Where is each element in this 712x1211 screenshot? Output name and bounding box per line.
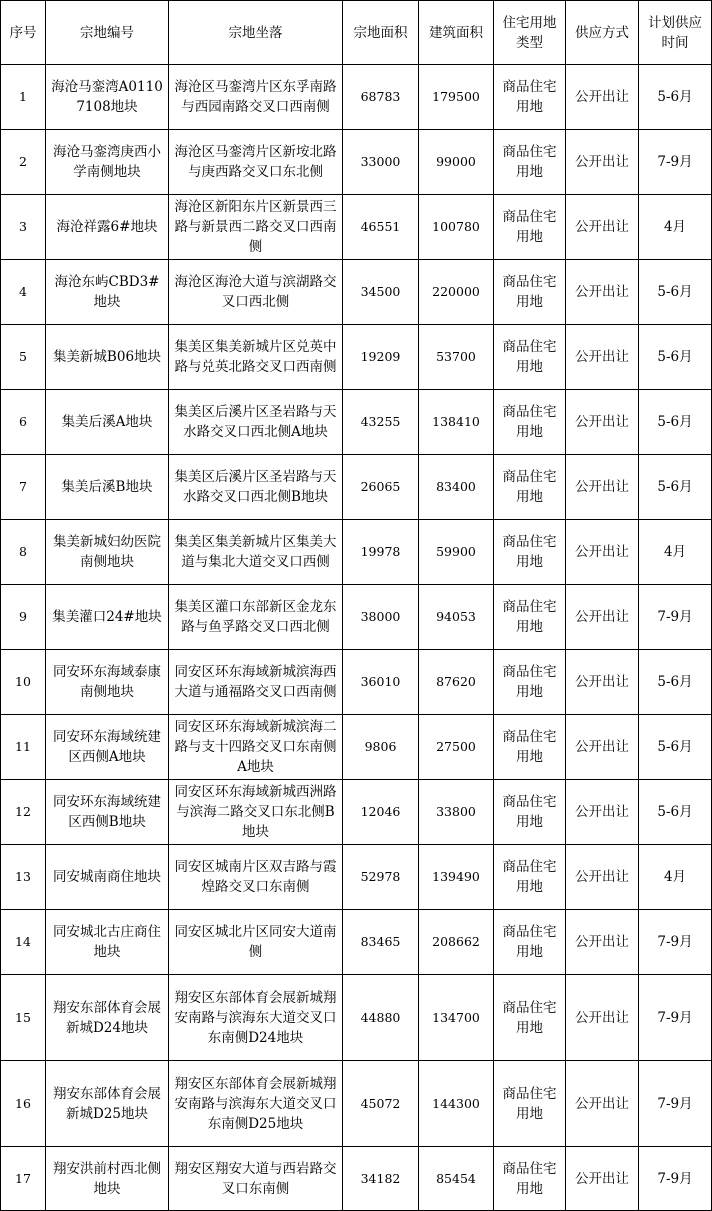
row-number: 8 <box>1 520 46 585</box>
supply-method: 公开出让 <box>566 1061 639 1147</box>
planned-supply-time: 7-9月 <box>639 910 712 975</box>
column-header: 宗地坐落 <box>169 1 343 65</box>
row-number: 6 <box>1 390 46 455</box>
land-use-type: 商品住宅用地 <box>494 195 566 260</box>
land-use-type: 商品住宅用地 <box>494 260 566 325</box>
land-area: 45072 <box>343 1061 419 1147</box>
building-area: 33800 <box>419 780 494 845</box>
planned-supply-time: 5-6月 <box>639 390 712 455</box>
planned-supply-time: 5-6月 <box>639 325 712 390</box>
column-header: 宗地编号 <box>46 1 169 65</box>
table-row <box>1 195 712 260</box>
building-area: 53700 <box>419 325 494 390</box>
parcel-id: 同安城北古庄商住地块 <box>46 910 169 975</box>
land-area: 19209 <box>343 325 419 390</box>
table-row <box>1 325 712 390</box>
parcel-id: 同安环东海域统建区西侧B地块 <box>46 780 169 845</box>
parcel-id: 同安环东海域泰康南侧地块 <box>46 650 169 715</box>
parcel-location: 集美区集美新城片区兑英中路与兑英北路交叉口西南侧 <box>169 325 343 390</box>
land-use-type: 商品住宅用地 <box>494 650 566 715</box>
parcel-location: 集美区后溪片区圣岩路与天水路交叉口西北侧B地块 <box>169 455 343 520</box>
supply-method: 公开出让 <box>566 195 639 260</box>
land-use-type: 商品住宅用地 <box>494 520 566 585</box>
parcel-id: 集美新城妇幼医院南侧地块 <box>46 520 169 585</box>
building-area: 59900 <box>419 520 494 585</box>
parcel-location: 翔安区翔安大道与西岩路交叉口东南侧 <box>169 1147 343 1211</box>
parcel-id: 集美新城B06地块 <box>46 325 169 390</box>
planned-supply-time: 7-9月 <box>639 130 712 195</box>
column-header: 计划供应时间 <box>639 1 712 65</box>
planned-supply-time: 4月 <box>639 845 712 910</box>
land-use-type: 商品住宅用地 <box>494 845 566 910</box>
table-row <box>1 1061 712 1147</box>
row-number: 13 <box>1 845 46 910</box>
supply-method: 公开出让 <box>566 260 639 325</box>
building-area: 220000 <box>419 260 494 325</box>
parcel-id: 海沧祥露6#地块 <box>46 195 169 260</box>
table-row <box>1 585 712 650</box>
land-use-type: 商品住宅用地 <box>494 65 566 130</box>
land-area: 19978 <box>343 520 419 585</box>
land-area: 68783 <box>343 65 419 130</box>
land-area: 36010 <box>343 650 419 715</box>
table-row <box>1 650 712 715</box>
land-use-type: 商品住宅用地 <box>494 910 566 975</box>
row-number: 17 <box>1 1147 46 1211</box>
planned-supply-time: 5-6月 <box>639 455 712 520</box>
row-number: 14 <box>1 910 46 975</box>
table-header-row <box>1 1 712 65</box>
table-row <box>1 1147 712 1211</box>
row-number: 10 <box>1 650 46 715</box>
parcel-location: 同安区环东海域新城滨海二路与支十四路交叉口东南侧A地块 <box>169 715 343 780</box>
parcel-location: 海沧区马銮湾片区东孚南路与西园南路交叉口西南侧 <box>169 65 343 130</box>
table-row <box>1 65 712 130</box>
parcel-location: 海沧区新阳东片区新景西三路与新景西二路交叉口西南侧 <box>169 195 343 260</box>
parcel-location: 同安区城南片区双吉路与霞煌路交叉口东南侧 <box>169 845 343 910</box>
parcel-location: 同安区城北片区同安大道南侧 <box>169 910 343 975</box>
building-area: 208662 <box>419 910 494 975</box>
planned-supply-time: 7-9月 <box>639 585 712 650</box>
parcel-location: 集美区集美新城片区集美大道与集北大道交叉口西侧 <box>169 520 343 585</box>
building-area: 100780 <box>419 195 494 260</box>
supply-method: 公开出让 <box>566 130 639 195</box>
supply-method: 公开出让 <box>566 975 639 1061</box>
column-header: 住宅用地类型 <box>494 1 566 65</box>
row-number: 9 <box>1 585 46 650</box>
building-area: 144300 <box>419 1061 494 1147</box>
land-area: 38000 <box>343 585 419 650</box>
land-area: 9806 <box>343 715 419 780</box>
column-header: 宗地面积 <box>343 1 419 65</box>
land-use-type: 商品住宅用地 <box>494 1147 566 1211</box>
building-area: 139490 <box>419 845 494 910</box>
land-use-type: 商品住宅用地 <box>494 585 566 650</box>
land-area: 52978 <box>343 845 419 910</box>
parcel-id: 集美灌口24#地块 <box>46 585 169 650</box>
supply-method: 公开出让 <box>566 65 639 130</box>
land-use-type: 商品住宅用地 <box>494 325 566 390</box>
planned-supply-time: 7-9月 <box>639 1061 712 1147</box>
parcel-id: 海沧马銮湾庚西小学南侧地块 <box>46 130 169 195</box>
planned-supply-time: 7-9月 <box>639 975 712 1061</box>
supply-method: 公开出让 <box>566 780 639 845</box>
table-row <box>1 780 712 845</box>
table-row <box>1 715 712 780</box>
table-body <box>1 65 712 1211</box>
table-row <box>1 390 712 455</box>
building-area: 134700 <box>419 975 494 1061</box>
land-use-type: 商品住宅用地 <box>494 455 566 520</box>
supply-method: 公开出让 <box>566 585 639 650</box>
parcel-location: 翔安区东部体育会展新城翔安南路与滨海东大道交叉口东南侧D24地块 <box>169 975 343 1061</box>
land-area: 34500 <box>343 260 419 325</box>
parcel-location: 同安区环东海域新城滨海西大道与通福路交叉口西南侧 <box>169 650 343 715</box>
planned-supply-time: 5-6月 <box>639 650 712 715</box>
planned-supply-time: 5-6月 <box>639 780 712 845</box>
table-row <box>1 455 712 520</box>
supply-method: 公开出让 <box>566 715 639 780</box>
planned-supply-time: 4月 <box>639 195 712 260</box>
row-number: 1 <box>1 65 46 130</box>
land-use-type: 商品住宅用地 <box>494 1061 566 1147</box>
row-number: 4 <box>1 260 46 325</box>
supply-method: 公开出让 <box>566 845 639 910</box>
supply-method: 公开出让 <box>566 325 639 390</box>
land-area: 34182 <box>343 1147 419 1211</box>
building-area: 27500 <box>419 715 494 780</box>
parcel-location: 翔安区东部体育会展新城翔安南路与滨海东大道交叉口东南侧D25地块 <box>169 1061 343 1147</box>
land-use-type: 商品住宅用地 <box>494 130 566 195</box>
supply-method: 公开出让 <box>566 455 639 520</box>
parcel-id: 翔安东部体育会展新城D24地块 <box>46 975 169 1061</box>
planned-supply-time: 5-6月 <box>639 65 712 130</box>
land-area: 83465 <box>343 910 419 975</box>
land-area: 43255 <box>343 390 419 455</box>
land-use-type: 商品住宅用地 <box>494 975 566 1061</box>
parcel-location: 海沧区马銮湾片区新垵北路与庚西路交叉口东北侧 <box>169 130 343 195</box>
supply-method: 公开出让 <box>566 650 639 715</box>
row-number: 15 <box>1 975 46 1061</box>
building-area: 138410 <box>419 390 494 455</box>
parcel-location: 同安区环东海域新城西洲路与滨海二路交叉口东北侧B地块 <box>169 780 343 845</box>
row-number: 16 <box>1 1061 46 1147</box>
table-row <box>1 260 712 325</box>
table-row <box>1 910 712 975</box>
land-use-type: 商品住宅用地 <box>494 780 566 845</box>
supply-method: 公开出让 <box>566 520 639 585</box>
parcel-id: 海沧东屿CBD3#地块 <box>46 260 169 325</box>
parcel-location: 集美区后溪片区圣岩路与天水路交叉口西北侧A地块 <box>169 390 343 455</box>
building-area: 85454 <box>419 1147 494 1211</box>
table-row <box>1 130 712 195</box>
table-row <box>1 520 712 585</box>
parcel-id: 同安城南商住地块 <box>46 845 169 910</box>
building-area: 179500 <box>419 65 494 130</box>
planned-supply-time: 5-6月 <box>639 715 712 780</box>
parcel-id: 翔安洪前村西北侧地块 <box>46 1147 169 1211</box>
parcel-id: 海沧马銮湾A01107108地块 <box>46 65 169 130</box>
land-area: 26065 <box>343 455 419 520</box>
row-number: 5 <box>1 325 46 390</box>
planned-supply-time: 5-6月 <box>639 260 712 325</box>
column-header: 序号 <box>1 1 46 65</box>
parcel-id: 翔安东部体育会展新城D25地块 <box>46 1061 169 1147</box>
column-header: 供应方式 <box>566 1 639 65</box>
parcel-id: 集美后溪B地块 <box>46 455 169 520</box>
building-area: 83400 <box>419 455 494 520</box>
land-use-type: 商品住宅用地 <box>494 390 566 455</box>
planned-supply-time: 4月 <box>639 520 712 585</box>
row-number: 7 <box>1 455 46 520</box>
supply-method: 公开出让 <box>566 1147 639 1211</box>
table-row <box>1 845 712 910</box>
row-number: 3 <box>1 195 46 260</box>
supply-method: 公开出让 <box>566 910 639 975</box>
row-number: 2 <box>1 130 46 195</box>
row-number: 11 <box>1 715 46 780</box>
supply-method: 公开出让 <box>566 390 639 455</box>
building-area: 99000 <box>419 130 494 195</box>
land-area: 12046 <box>343 780 419 845</box>
parcel-location: 海沧区海沧大道与滨湖路交叉口西北侧 <box>169 260 343 325</box>
building-area: 94053 <box>419 585 494 650</box>
land-area: 44880 <box>343 975 419 1061</box>
parcel-id: 集美后溪A地块 <box>46 390 169 455</box>
land-area: 46551 <box>343 195 419 260</box>
column-header: 建筑面积 <box>419 1 494 65</box>
land-use-type: 商品住宅用地 <box>494 715 566 780</box>
parcel-id: 同安环东海域统建区西侧A地块 <box>46 715 169 780</box>
row-number: 12 <box>1 780 46 845</box>
building-area: 87620 <box>419 650 494 715</box>
parcel-location: 集美区灌口东部新区金龙东路与鱼孚路交叉口西北侧 <box>169 585 343 650</box>
planned-supply-time: 7-9月 <box>639 1147 712 1211</box>
land-area: 33000 <box>343 130 419 195</box>
table-row <box>1 975 712 1061</box>
